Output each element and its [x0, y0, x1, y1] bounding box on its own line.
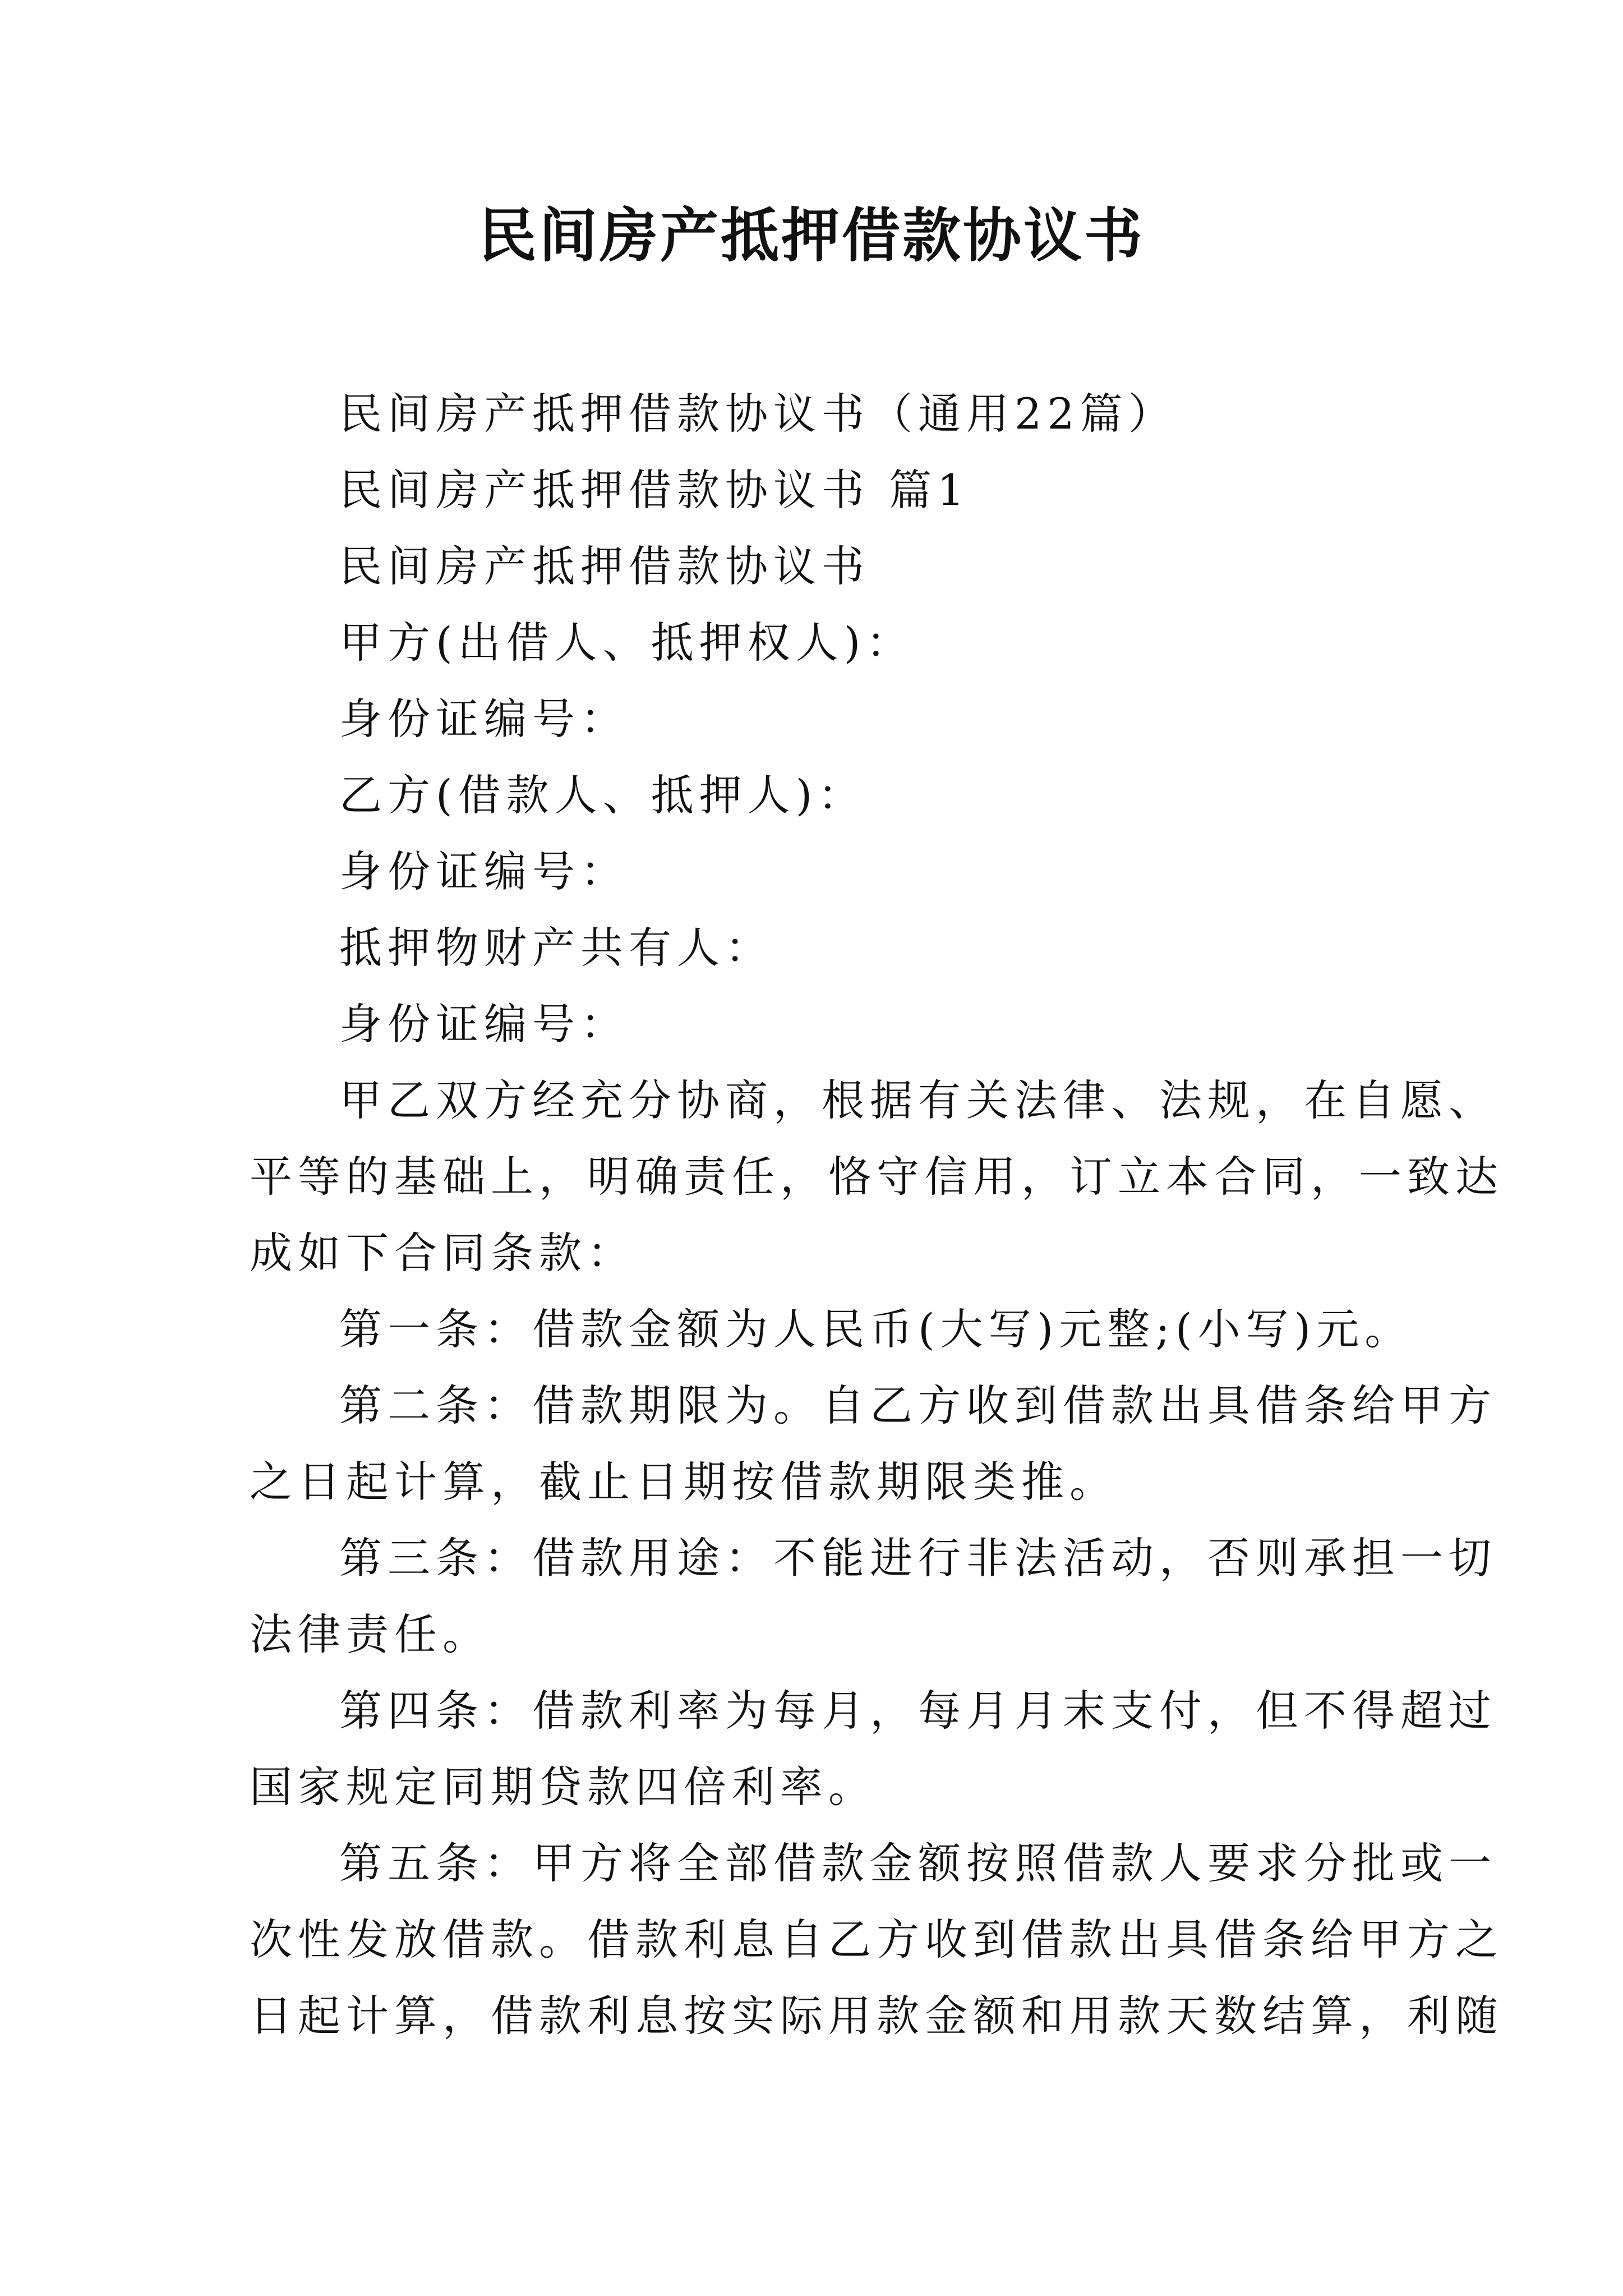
body-line: 甲方(出借人、抵押权人)： [339, 618, 915, 668]
body-line: 身份证编号： [339, 846, 629, 896]
body-line: 第一条：借款金额为人民币(大写)元整;(小写)元。 [339, 1304, 1413, 1354]
document-body [250, 376, 1504, 2054]
body-line: 平等的基础上，明确责任，恪守信用，订立本合同，一致达 [250, 1152, 1504, 1202]
body-line: 民间房产抵押借款协议书（通用22篇） [339, 389, 1177, 439]
body-line: 之日起计算，截止日期按借款期限类推。 [250, 1457, 1118, 1507]
body-line: 第二条：借款期限为。自乙方收到借款出具借条给甲方 [339, 1381, 1497, 1430]
body-line: 身份证编号： [339, 999, 629, 1049]
body-line: 民间房产抵押借款协议书 [339, 541, 870, 591]
body-line: 乙方(借款人、抵押人)： [339, 770, 866, 820]
body-line: 民间房产抵押借款协议书 篇1 [339, 465, 970, 515]
body-line: 成如下合同条款： [250, 1228, 635, 1278]
body-line: 第三条：借款用途：不能进行非法活动，否则承担一切 [339, 1533, 1497, 1583]
body-line: 第五条：甲方将全部借款金额按照借款人要求分批或一 [339, 1838, 1497, 1888]
body-line: 第四条：借款利率为每月，每月月末支付，但不得超过 [339, 1686, 1497, 1736]
body-line: 国家规定同期贷款四倍利率。 [250, 1762, 877, 1812]
body-line: 次性发放借款。借款利息自乙方收到借款出具借条给甲方之 [250, 1915, 1504, 1964]
body-line: 身份证编号： [339, 694, 629, 744]
body-line: 抵押物财产共有人： [339, 923, 773, 973]
body-line: 甲乙双方经充分协商，根据有关法律、法规，在自愿、 [339, 1075, 1497, 1125]
document-title: 民间房产抵押借款协议书 [478, 201, 1145, 270]
body-line: 日起计算，借款利息按实际用款金额和用款天数结算，利随 [250, 1991, 1504, 2041]
body-line: 法律责任。 [250, 1609, 491, 1659]
